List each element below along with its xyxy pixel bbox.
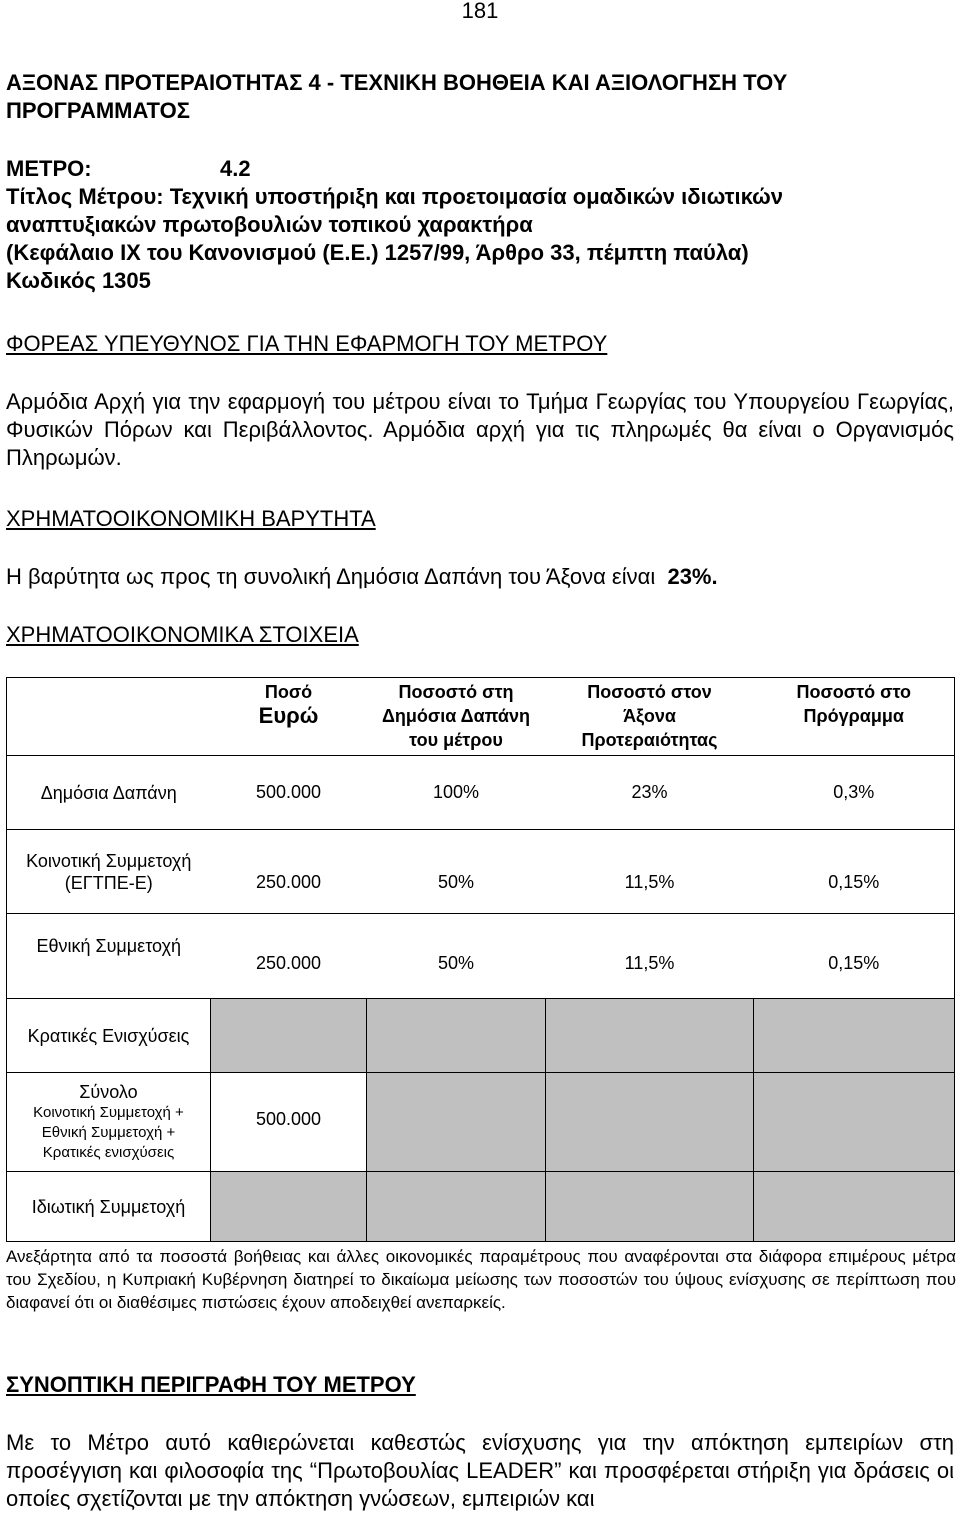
row-public-amount: 500.000 [255, 782, 322, 802]
private-pct-axis-shaded [546, 1172, 754, 1242]
section-weight-title: ΧΡΗΜΑΤΟΟΙΚΟΝΟΜΙΚΗ ΒΑΡΥΤΗΤΑ [6, 506, 376, 531]
header-pct-public: Ποσοστό στη Δημόσια Δαπάνη του μέτρου [367, 678, 546, 756]
axis-title-line-1: ΑΞΟΝΑΣ ΠΡΟΤΕΡΑΙΟΤΗΤΑΣ 4 - ΤΕΧΝΙΚΗ ΒΟΗΘΕΙΑ ΚΑΙ ΑΞΙΟΛΟΓΗΣΗ ΤΟΥ [6, 70, 788, 95]
row-public-pct-axis: 23% [631, 782, 668, 802]
row-public-pct-public: 100% [432, 782, 480, 802]
state-aid-pct-public-shaded [367, 999, 546, 1073]
section-responsible-text: Αρμόδια Αρχή για την εφαρμογή του μέτρου είναι το Τμήμα Γεωργίας του Υπουργείου Γεωργίας, Φυσικών Πόρων και Περιβάλλοντος. Αρμόδια αρχή για τις πληρωμές θα είναι ο Οργανισμός Πληρωμών. [6, 389, 954, 470]
table-row [7, 914, 955, 999]
header-blank [7, 678, 211, 756]
header-pct-program: Ποσοστό στο Πρόγραμμα [754, 678, 955, 756]
table-row [7, 1073, 955, 1172]
weight-value: 23%. [667, 564, 718, 589]
note-paragraph: Ανεξάρτητα από τα ποσοστά βοήθειας και άλλες οικονομικές παραμέτρους που αναφέρονται στα διάφορα επιμέρους μέτρα του Σχεδίου, η Κυπριακή Κυβέρνηση διατηρεί το δικαίωμα μείωσης των ποσοστών του ύψους ενίσχυσης σε περίπτωση που διαφανεί ότι οι διαθέσιμες πιστώσεις έχουν αποδειχθεί ανεπαρκείς. [6, 1247, 956, 1312]
row-total-amount: 500.000 [255, 1108, 322, 1129]
row-public-label: Δημόσια Δαπάνη [40, 782, 177, 803]
row-private-label: Ιδιωτική Συμμετοχή [31, 1196, 186, 1217]
financial-table [6, 677, 955, 1242]
row-public-pct-program: 0,3% [833, 782, 875, 802]
row-community-amount: 250.000 [255, 872, 322, 892]
weight-sentence: Η βαρύτητα ως προς τη συνολική Δημόσια Δαπάνη του Άξονα είναι [6, 564, 656, 589]
row-national-pct-program: 0,15% [828, 952, 880, 973]
measure-title-line-2: αναπτυξιακών πρωτοβουλιών τοπικού χαρακτήρα [6, 212, 533, 237]
row-national-pct-axis: 11,5% [624, 952, 675, 973]
header-amount: Ποσό Ευρώ [211, 678, 367, 756]
measure-value: 4.2 [220, 156, 251, 181]
state-aid-pct-axis-shaded [546, 999, 754, 1073]
measure-title-line-3: (Κεφάλαιο IX του Κανονισμού (Ε.Ε.) 1257/99, Άρθρο 33, πέμπτη παύλα) [6, 240, 749, 265]
measure-label: ΜΕΤΡΟ: [6, 156, 92, 181]
section-weight-text [6, 563, 718, 591]
private-pct-public-shaded [367, 1172, 546, 1242]
table-row [7, 1172, 955, 1242]
section-summary-text: Με το Μέτρο αυτό καθιερώνεται καθεστώς ενίσχυσης για την απόκτηση εμπειρίων στη προσέγγιση και φιλοσοφία της “Πρωτοβουλίας LEADER” και προσφέρεται στήριξη για δράσεις οι οποίες σχετίζονται με την απόκτηση γνώσεων, εμπειριών και [6, 1430, 954, 1511]
state-aid-pct-program-shaded [754, 999, 955, 1073]
row-community-pct-public: 50% [437, 872, 475, 892]
total-pct-public-shaded [367, 1073, 546, 1172]
row-state-aid-label: Κρατικές Ενισχύσεις [27, 1025, 190, 1046]
measure-title-line-1: Τίτλος Μέτρου: Τεχνική υποστήριξη και προετοιμασία ομαδικών ιδιωτικών [6, 184, 783, 209]
private-pct-program-shaded [754, 1172, 955, 1242]
total-pct-program-shaded [754, 1073, 955, 1172]
total-pct-axis-shaded [546, 1073, 754, 1172]
measure-code: Κωδικός 1305 [6, 268, 151, 293]
row-national-pct-public: 50% [437, 952, 475, 973]
section-responsible-title: ΦΟΡΕΑΣ ΥΠΕΥΘΥΝΟΣ ΓΙΑ ΤΗΝ ΕΦΑΡΜΟΓΗ ΤΟΥ ΜΕΤΡΟΥ [6, 331, 608, 356]
row-national-label: Εθνική Συμμετοχή [36, 936, 182, 956]
table-row [7, 830, 955, 914]
section-financial-title: ΧΡΗΜΑΤΟΟΙΚΟΝΟΜΙΚΑ ΣΤΟΙΧΕΙΑ [6, 622, 359, 647]
private-amount-shaded [211, 1172, 367, 1242]
header-pct-axis: Ποσοστό στον Άξονα Προτεραιότητας [546, 678, 754, 756]
table-row [7, 756, 955, 830]
row-community-pct-program: 0,15% [828, 872, 880, 892]
row-total-label: Σύνολο Κοινοτική Συμμετοχή + Εθνική Συμμετοχή + Κρατικές ενισχύσεις [33, 1082, 184, 1161]
row-national-amount: 250.000 [255, 952, 322, 973]
table-header-row [7, 678, 955, 756]
page-number: 181 [461, 0, 499, 23]
axis-title-line-2: ΠΡΟΓΡΑΜΜΑΤΟΣ [6, 98, 190, 123]
table-row [7, 999, 955, 1073]
row-community-label: Κοινοτική Συμμετοχή (ΕΓΤΠΕ-Ε) [26, 850, 192, 893]
state-aid-amount-shaded [211, 999, 367, 1073]
row-community-pct-axis: 11,5% [624, 872, 675, 892]
section-summary-title: ΣΥΝΟΠΤΙΚΗ ΠΕΡΙΓΡΑΦΗ ΤΟΥ ΜΕΤΡΟΥ [6, 1372, 416, 1397]
